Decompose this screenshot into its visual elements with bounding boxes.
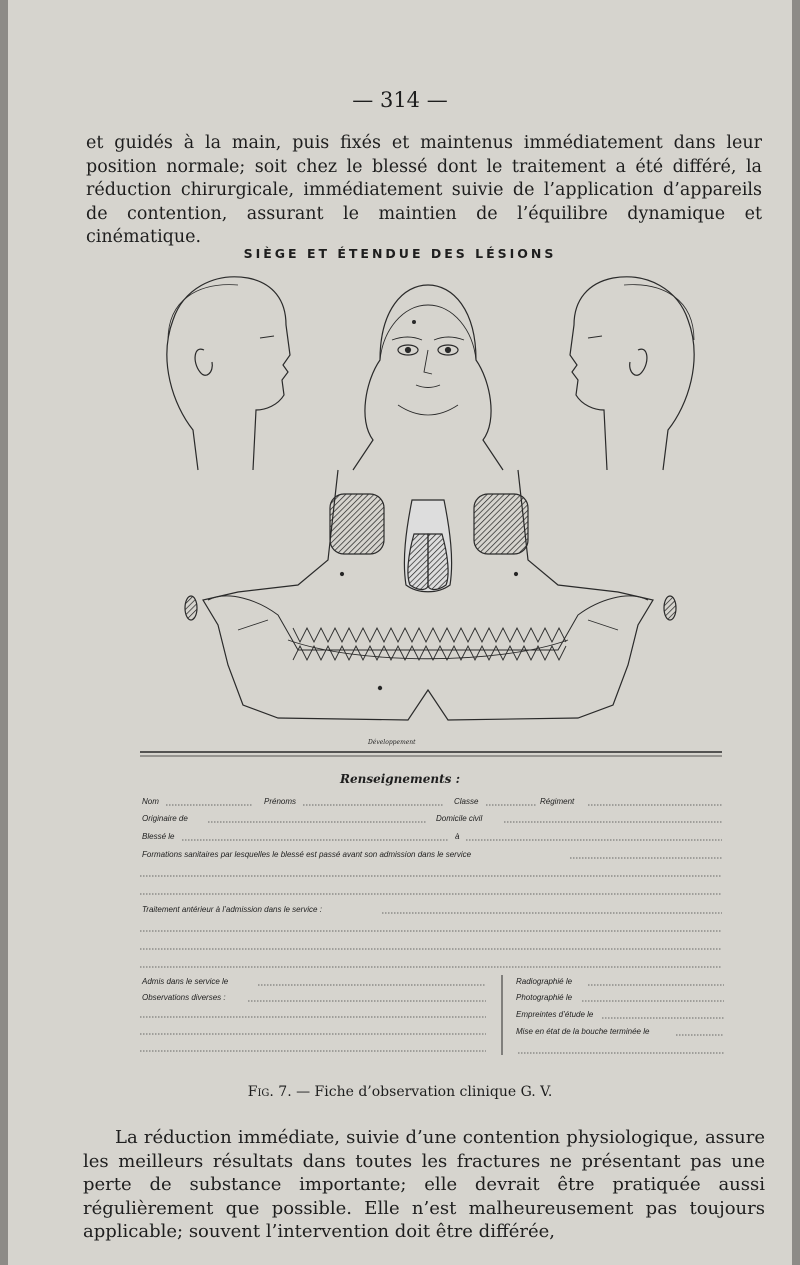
field-observations: Observations diverses :: [142, 993, 226, 1002]
field-nom: Nom: [142, 797, 159, 806]
closing-paragraph: La réduction immédiate, suivie d’une contention physiologique, assure les meilleurs résultats dans toutes les fractures ne présentant pas une perte de substance importante; elle devrait être pratiquée aussi régulièrement que possible. Elle n’est malheureusement pas toujours applicable; souvent l’intervention doit être différée,: [83, 1127, 765, 1242]
figure-caption: [8, 1084, 792, 1100]
field-empreintes: Empreintes d’étude le: [516, 1010, 594, 1019]
page-number: — 314 —: [352, 88, 448, 112]
field-mise-en-etat: Mise en état de la bouche terminée le: [516, 1027, 650, 1036]
caption-text: — Fiche d’observation clinique G. V.: [291, 1084, 553, 1100]
form-blank-lines: [140, 805, 724, 1053]
intro-paragraph: et guidés à la main, puis fixés et maintenus immédiatement dans leur position normale; soit chez le blessé dont le traitement a été différé, la réduction chirurgicale, immédiatement suivie de l’application d’appareils de contention, assurant le maintien de l’équilibre dynamique et cinématique.: [86, 133, 762, 247]
book-page: [8, 0, 792, 1265]
form-title: Renseignements :: [340, 772, 460, 786]
field-prenoms: Prénoms: [264, 797, 297, 806]
field-domicile: Domicile civil: [436, 814, 483, 823]
clinical-chart-drawing: [8, 0, 792, 1080]
caption-prefix: Fig. 7.: [247, 1084, 292, 1100]
field-a: à: [455, 832, 460, 841]
skull-development-diagram: [185, 470, 676, 720]
right-profile-head: [570, 277, 694, 470]
field-photographie: Photographié le: [516, 993, 573, 1002]
field-traitement: Traitement antérieur à l’admission dans le service :: [142, 905, 322, 914]
field-blesse: Blessé le: [142, 832, 175, 841]
field-radiographie: Radiographié le: [516, 977, 573, 986]
field-originaire: Originaire de: [142, 814, 188, 823]
field-admis: Admis dans le service le: [142, 977, 229, 986]
figure-heading: SIÈGE ET ÉTENDUE DES LÉSIONS: [243, 246, 557, 261]
field-regiment: Régiment: [540, 797, 575, 806]
field-classe: Classe: [454, 797, 479, 806]
left-profile-head: [167, 277, 290, 470]
field-formations: Formations sanitaires par lesquelles le blessé est passé avant son admission dans le service: [142, 850, 472, 859]
diagram-label: Développement: [368, 739, 416, 746]
front-face: [353, 285, 503, 470]
